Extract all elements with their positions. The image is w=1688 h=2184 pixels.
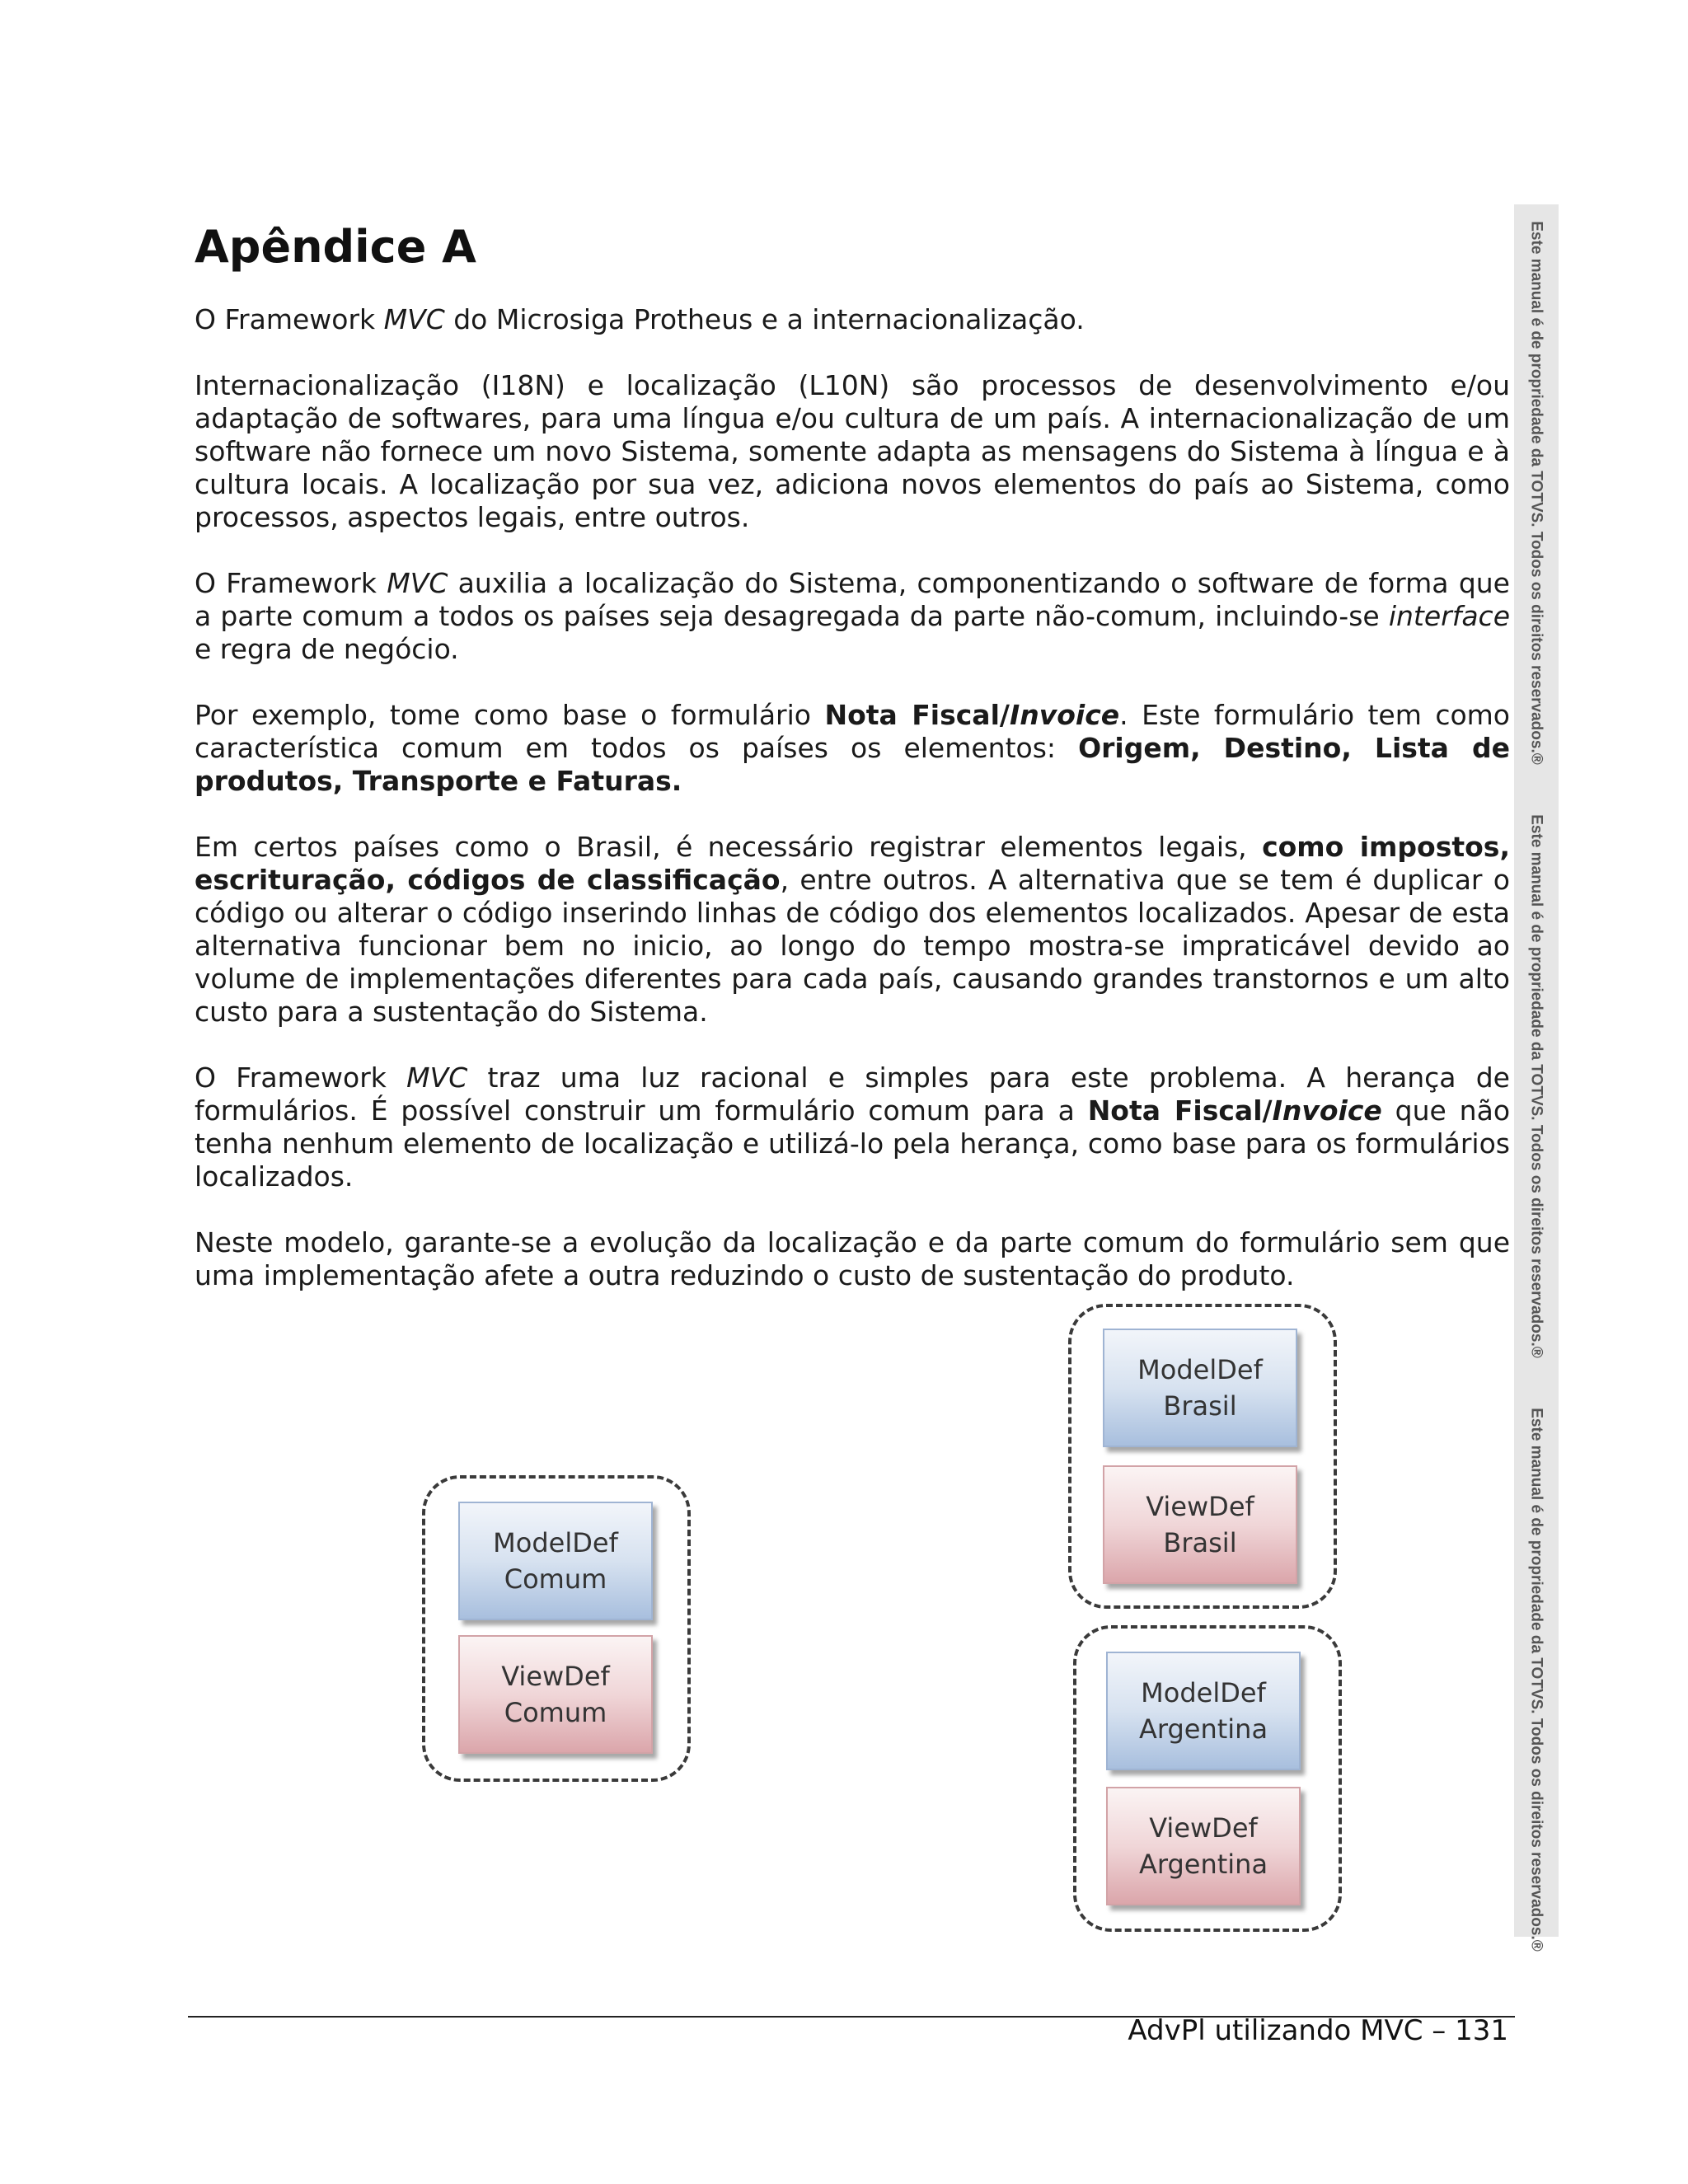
- text-run: O Framework: [195, 567, 387, 599]
- copyright-segment: [1514, 204, 1559, 781]
- copyright-sidebar: [1514, 204, 1559, 1952]
- box-line: Comum: [504, 1563, 607, 1595]
- box-line: ViewDef: [1146, 1491, 1254, 1522]
- text-run: traz uma luz racional e simples para este problema. A herança de formulários. É possível construir um formulário comum para a: [195, 1062, 1510, 1127]
- text-run: Nota Fiscal/: [824, 699, 1010, 731]
- viewdef-comum-box: [458, 1635, 653, 1754]
- box-line: Argentina: [1138, 1849, 1268, 1880]
- text-run: Neste modelo, garante-se a evolução da localização e da parte comum do formulário sem que uma implementação afete a outra reduzindo o custo de sustentação do produto.: [195, 1226, 1510, 1291]
- paragraph: [195, 831, 1510, 1029]
- box-line: Comum: [504, 1697, 607, 1728]
- text-run: Internacionalização (I18N) e localização (L10N) são processos de desenvolvimento e/ou adaptação de softwares, para uma língua e/ou cultura de um país. A internacionalização de um software não fornece um novo Sistema, somente adapta as mensagens do Sistema à língua e à cultura locais. A localização por sua vez, adiciona novos elementos do país ao Sistema, como processos, aspectos legais, entre outros.: [195, 369, 1510, 533]
- paragraph: [195, 1062, 1510, 1193]
- modeldef-argentina-box: [1106, 1652, 1301, 1770]
- box-line: Argentina: [1138, 1713, 1268, 1745]
- page-content: [195, 221, 1510, 1325]
- paragraph: [195, 369, 1510, 534]
- text-run: Origem, Destino, Lista de produtos, Transporte e Faturas.: [195, 732, 1510, 797]
- copyright-text: Este manual é de propriedade da TOTVS. Todos os direitos reservados.®: [1528, 814, 1546, 1358]
- viewdef-brasil-box: [1103, 1465, 1297, 1584]
- box-line: ViewDef: [1149, 1812, 1258, 1844]
- modeldef-comum-box: [458, 1502, 653, 1620]
- box-line: Brasil: [1163, 1527, 1237, 1558]
- copyright-text: Este manual é de propriedade da TOTVS. Todos os direitos reservados.®: [1528, 1408, 1546, 1952]
- copyright-segment: [1514, 798, 1559, 1375]
- page-footer: AdvPl utilizando MVC – 131: [1128, 2014, 1508, 2047]
- text-run: O Framework: [195, 303, 384, 335]
- paragraph: [195, 699, 1510, 798]
- text-run: como impostos, escrituração, códigos de classificação: [195, 831, 1510, 896]
- text-run: Em certos países como o Brasil, é necessário registrar elementos legais,: [195, 831, 1263, 863]
- copyright-text: Este manual é de propriedade da TOTVS. Todos os direitos reservados.®: [1528, 221, 1546, 765]
- text-run: MVC: [406, 1062, 468, 1094]
- text-run: . Este formulário tem como característica comum em todos os países os elementos:: [195, 699, 1510, 764]
- paragraph: [195, 567, 1510, 666]
- text-run: do Microsiga Protheus e a internacionalização.: [444, 303, 1085, 335]
- box-line: ModelDef: [493, 1527, 618, 1558]
- text-run: Invoice: [1272, 1094, 1382, 1127]
- text-run: Invoice: [1009, 699, 1120, 731]
- text-run: MVC: [387, 567, 448, 599]
- paragraph: [195, 1226, 1510, 1292]
- box-line: ModelDef: [1137, 1354, 1263, 1385]
- text-run: auxilia a localização do Sistema, componentizando o software de forma que a parte comum a todos os países seja desagregada da parte não-comum, incluindo-se: [195, 567, 1510, 632]
- box-line: Brasil: [1163, 1390, 1237, 1422]
- box-line: ViewDef: [501, 1661, 610, 1692]
- text-run: interface: [1388, 600, 1510, 632]
- paragraph: [195, 303, 1510, 336]
- modeldef-brasil-box: [1103, 1329, 1297, 1447]
- text-run: e regra de negócio.: [195, 633, 459, 665]
- viewdef-argentina-box: [1106, 1787, 1301, 1905]
- text-run: que não tenha nenhum elemento de localização e utilizá-lo pela herança, como base para os formulários localizados.: [195, 1094, 1511, 1193]
- text-run: Por exemplo, tome como base o formulário: [195, 699, 825, 731]
- text-run: O Framework: [195, 1062, 407, 1094]
- page-title: Apêndice A: [195, 221, 476, 273]
- copyright-segment: [1514, 1391, 1559, 1968]
- text-run: Nota Fiscal/: [1087, 1094, 1273, 1127]
- box-line: ModelDef: [1141, 1677, 1266, 1708]
- text-run: , entre outros. A alternativa que se tem é duplicar o código ou alterar o código inserindo linhas de código dos elementos localizados. Apesar de esta alternativa funcionar bem no inicio, ao longo do tempo mostra-se impraticável devido ao volume de implementações diferentes para cada país, causando grandes transtornos e um alto custo para a sustentação do Sistema.: [195, 864, 1510, 1028]
- text-run: MVC: [383, 303, 445, 335]
